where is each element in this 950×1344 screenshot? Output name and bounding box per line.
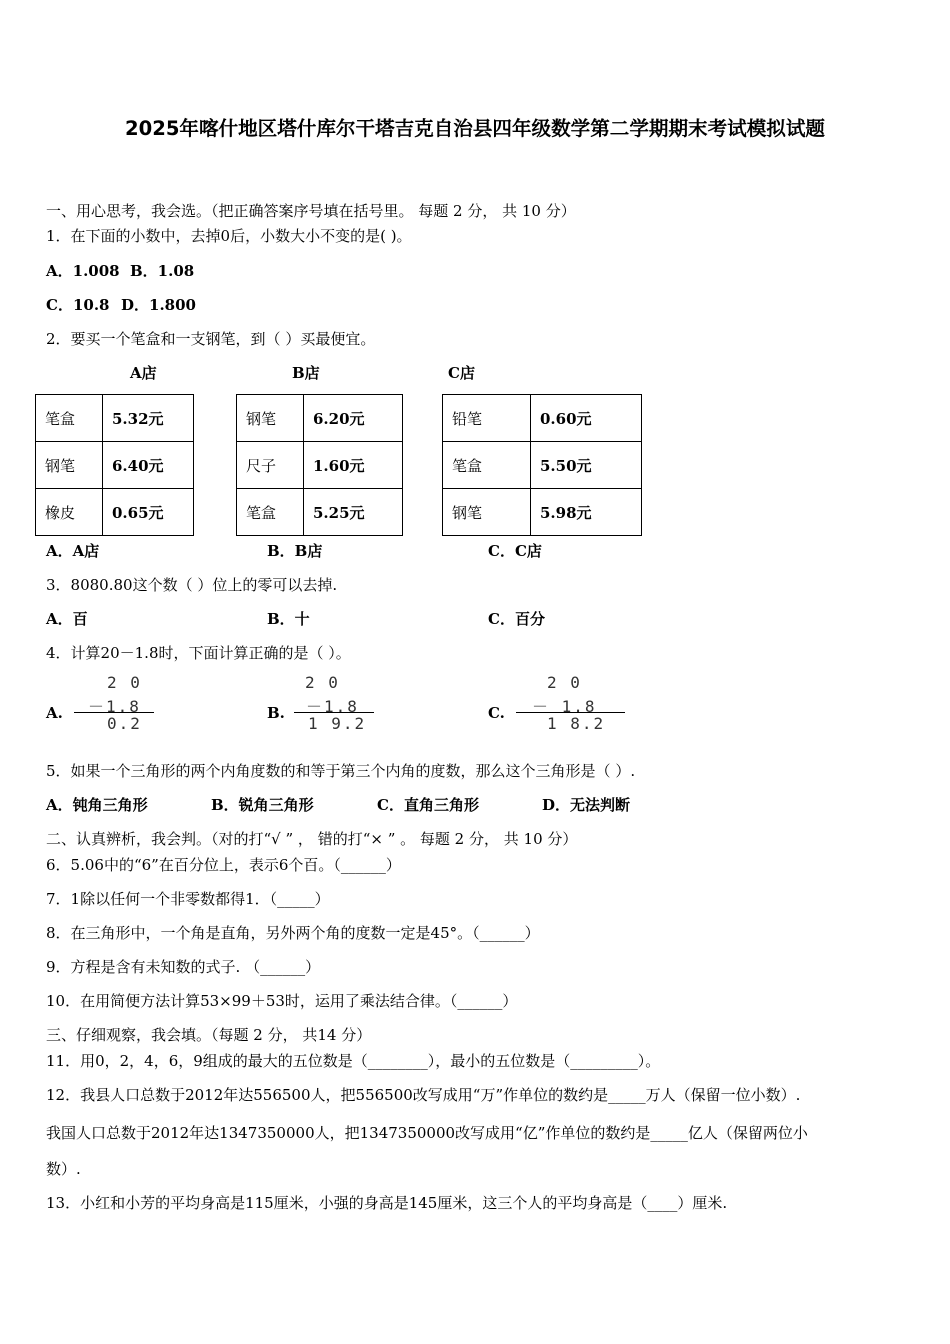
q5-option-a: A．钝角三角形 bbox=[46, 796, 148, 814]
table-cell: 5.25元 bbox=[304, 489, 403, 536]
q7: 7．1除以任何一个非零数都得1．（_____） bbox=[46, 890, 330, 908]
table-cell: 0.60元 bbox=[531, 395, 642, 442]
q2-option-a: A．A店 bbox=[46, 542, 100, 560]
table-row bbox=[443, 395, 642, 442]
table-cell: 6.20元 bbox=[304, 395, 403, 442]
q11: 11．用0，2，4，6，9组成的最大的五位数是（________），最小的五位数是（_________）。 bbox=[46, 1052, 661, 1070]
table-cell: 钢笔 bbox=[443, 489, 531, 536]
q12-line-1: 12．我县人口总数于2012年达556500人，把556500改写成用“万”作单位的数约是_____万人（保留一位小数）. bbox=[46, 1086, 801, 1104]
q4-option-b-rule bbox=[294, 712, 374, 713]
q3-option-b: B．十 bbox=[267, 610, 310, 628]
q12-line-3: 数）. bbox=[46, 1160, 81, 1178]
q2-stem: 2．要买一个笔盒和一支钢笔，到（ ）买最便宜。 bbox=[46, 330, 376, 348]
q4-option-b-result: 1 9.2 bbox=[308, 714, 367, 733]
q6: 6．5.06中的“6”在百分位上，表示6个百。（______） bbox=[46, 856, 401, 874]
table-cell: 尺子 bbox=[237, 442, 304, 489]
q3-option-a: A．百 bbox=[46, 610, 88, 628]
table-cell: 6.40元 bbox=[103, 442, 194, 489]
q9: 9．方程是含有未知数的式子. （______） bbox=[46, 958, 321, 976]
page-title: 2025年喀什地区塔什库尔干塔吉克自治县四年级数学第二学期期末考试模拟试题 bbox=[124, 117, 825, 140]
section2-heading: 二、认真辨析，我会判。（对的打“√ ” ， 错的打“× ” 。 每题 2 分， 共 10 分） bbox=[46, 830, 578, 848]
table-cell: 橡皮 bbox=[36, 489, 103, 536]
shop-a-price-table bbox=[35, 394, 194, 536]
q1-stem: 1．在下面的小数中，去掉0后，小数大小不变的是( )。 bbox=[46, 227, 412, 245]
shop-c-name: C店 bbox=[448, 364, 475, 382]
q1-option-c: C．10.8 bbox=[46, 296, 110, 314]
table-row bbox=[36, 395, 194, 442]
q4-option-a-subtrahend: －1.8 bbox=[88, 697, 141, 716]
q4-option-a-minuend: 2 0 bbox=[107, 673, 142, 692]
q3-option-c: C．百分 bbox=[488, 610, 545, 628]
q4-option-a-result: 0.2 bbox=[107, 714, 142, 733]
table-cell: 钢笔 bbox=[237, 395, 304, 442]
shop-a-name: A店 bbox=[130, 364, 157, 382]
q1-option-b: B．1.08 bbox=[130, 262, 195, 280]
table-row bbox=[237, 489, 403, 536]
table-cell: 笔盒 bbox=[237, 489, 304, 536]
q8: 8．在三角形中，一个角是直角，另外两个角的度数一定是45°。（______） bbox=[46, 924, 540, 942]
table-cell: 5.98元 bbox=[531, 489, 642, 536]
q10: 10．在用简便方法计算53×99＋53时，运用了乘法结合律。（______） bbox=[46, 992, 518, 1010]
q4-option-c-result: 1 8.2 bbox=[547, 714, 606, 733]
section1-heading: 一、用心思考，我会选。（把正确答案序号填在括号里。 每题 2 分， 共 10 分） bbox=[46, 202, 576, 220]
q13: 13．小红和小芳的平均身高是115厘米，小强的身高是145厘米，这三个人的平均身高是（____）厘米. bbox=[46, 1194, 728, 1212]
table-row bbox=[237, 442, 403, 489]
table-cell: 0.65元 bbox=[103, 489, 194, 536]
table-cell: 5.50元 bbox=[531, 442, 642, 489]
q4-option-b-subtrahend: －1.8 bbox=[306, 697, 359, 716]
q2-option-b: B．B店 bbox=[267, 542, 323, 560]
table-cell: 笔盒 bbox=[443, 442, 531, 489]
table-cell: 铅笔 bbox=[443, 395, 531, 442]
q5-option-d: D．无法判断 bbox=[542, 796, 631, 814]
q5-option-b: B．锐角三角形 bbox=[211, 796, 314, 814]
q1-option-a: A．1.008 bbox=[46, 262, 120, 280]
table-row bbox=[36, 489, 194, 536]
q5-stem: 5．如果一个三角形的两个内角度数的和等于第三个内角的度数，那么这个三角形是（ ）. bbox=[46, 762, 636, 780]
q4-option-c-minuend: 2 0 bbox=[547, 673, 582, 692]
q1-option-d: D．1.800 bbox=[121, 296, 196, 314]
q4-option-b-minuend: 2 0 bbox=[305, 673, 340, 692]
section3-heading: 三、仔细观察，我会填。（每题 2 分， 共14 分） bbox=[46, 1026, 372, 1044]
q4-option-c-rule bbox=[516, 712, 625, 713]
table-cell: 1.60元 bbox=[304, 442, 403, 489]
shop-b-name: B店 bbox=[292, 364, 320, 382]
shop-c-price-table bbox=[442, 394, 642, 536]
table-row bbox=[443, 442, 642, 489]
table-cell: 5.32元 bbox=[103, 395, 194, 442]
table-cell: 笔盒 bbox=[36, 395, 103, 442]
q3-stem: 3．8080.80这个数（ ）位上的零可以去掉. bbox=[46, 576, 338, 594]
table-row bbox=[237, 395, 403, 442]
shop-b-price-table bbox=[236, 394, 403, 536]
table-cell: 钢笔 bbox=[36, 442, 103, 489]
q12-line-2: 我国人口总数于2012年达1347350000人，把1347350000改写成用“亿”作单位的数约是_____亿人（保留两位小 bbox=[46, 1124, 808, 1142]
q2-option-c: C．C店 bbox=[488, 542, 542, 560]
q4-option-c-label: C. bbox=[488, 704, 505, 722]
table-row bbox=[36, 442, 194, 489]
q4-option-a-rule bbox=[74, 712, 154, 713]
q4-option-c-subtrahend: － 1.8 bbox=[532, 697, 597, 716]
table-row bbox=[443, 489, 642, 536]
q5-option-c: C．直角三角形 bbox=[377, 796, 479, 814]
q4-option-b-label: B. bbox=[267, 704, 285, 722]
q4-option-a-label: A. bbox=[46, 704, 63, 722]
q4-stem: 4．计算20－1.8时，下面计算正确的是（ ）。 bbox=[46, 644, 351, 662]
